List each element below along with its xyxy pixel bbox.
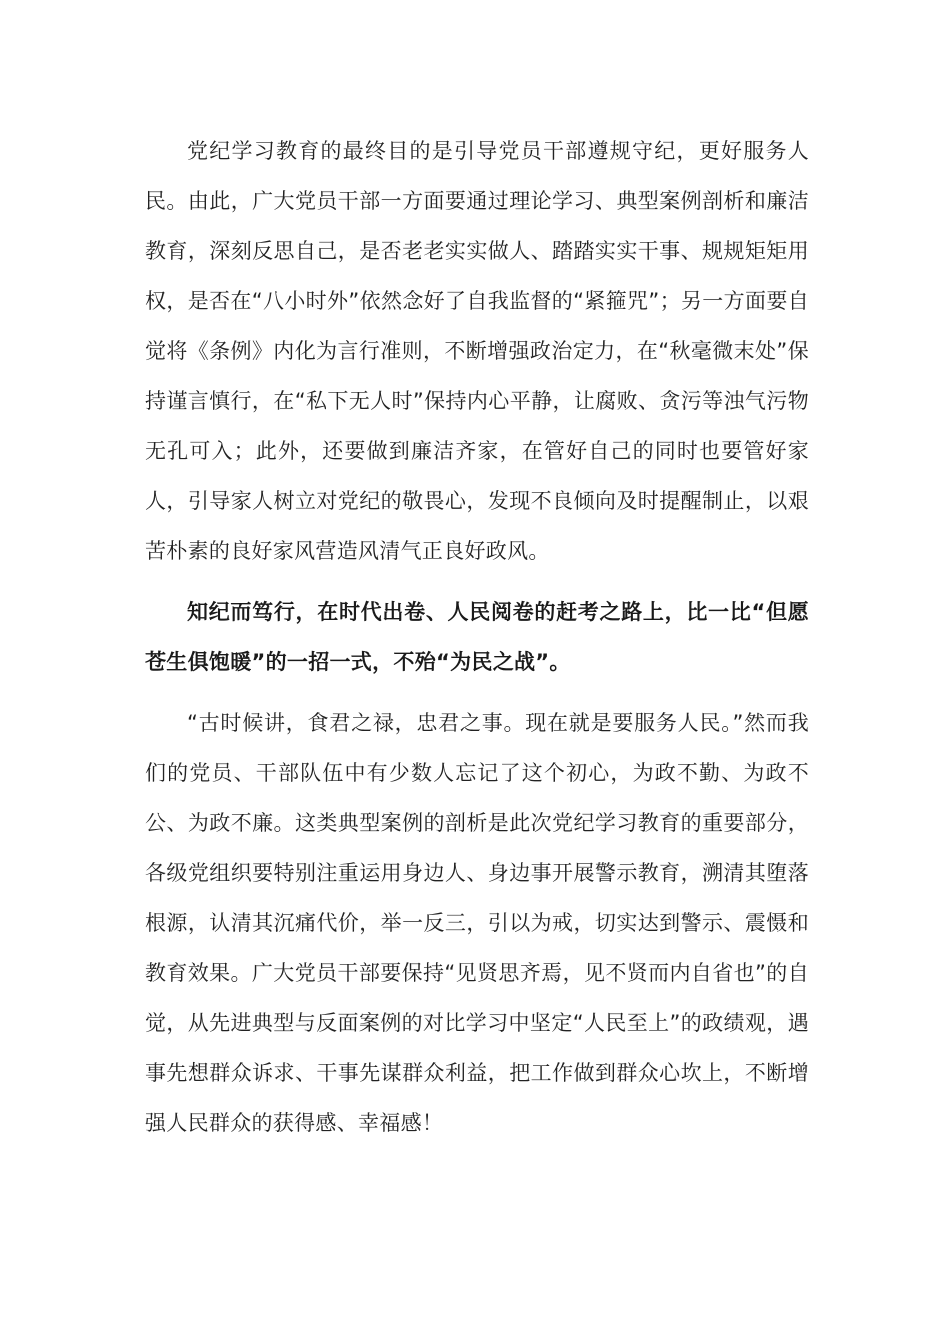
paragraph-serve-people: “古时候讲，食君之禄，忠君之事。现在就是要服务人民。”然而我们的党员、干部队伍中有少数人忘记了这个初心，为政不勤、为政不公、为政不廉。这类典型案例的剖析是此次党纪学习教育的重要部分，各级党组织要特别注重运用身边人、身边事开展警示教育，溯清其堕落根源，认清其沉痛代价，举一反三，引以为戒，切实达到警示、震慑和教育效果。广大党员干部要保持“见贤思齐焉，见不贤而内自省也”的自觉，从先进典型与反面案例的对比学习中坚定“人民至上”的政绩观，遇事先想群众诉求、干事先谋群众利益，把工作做到群众心坎上，不断增强人民群众的获得感、幸福感！ [145, 711, 809, 1135]
document-body [145, 126, 809, 1148]
paragraph-discipline-purpose: 党纪学习教育的最终目的是引导党员干部遵规守纪，更好服务人民。由此，广大党员干部一方面要通过理论学习、典型案例剖析和廉洁教育，深刻反思自己，是否老老实实做人、踏踏实实干事、规规矩矩用权，是否在“八小时外”依然念好了自我监督的“紧箍咒”；另一方面要自觉将《条例》内化为言行准则，不断增强政治定力，在“秋毫微末处”保持谨言慎行，在“私下无人时”保持内心平静，让腐败、贪污等浊气污物无孔可入；此外，还要做到廉洁齐家，在管好自己的同时也要管好家人，引导家人树立对党纪的敬畏心，发现不良倾向及时提醒制止，以艰苦朴素的良好家风营造风清气正良好政风。 [145, 139, 809, 563]
paragraph-spacer [145, 576, 809, 587]
paragraph-spacer [145, 687, 809, 698]
section-heading: 知纪而笃行，在时代出卷、人民阅卷的赶考之路上，比一比“但愿苍生俱饱暖”的一招一式，不殆“为民之战”。 [145, 600, 809, 674]
